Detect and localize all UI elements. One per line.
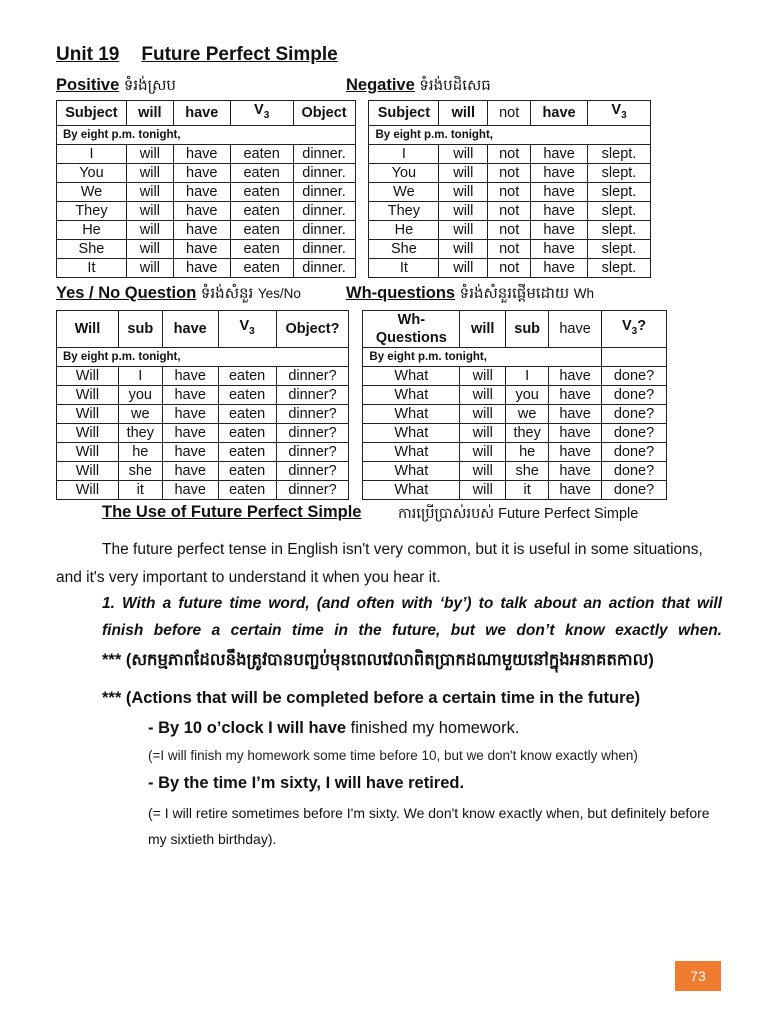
yesno-cell: dinner?	[276, 367, 349, 386]
negative-cell: not	[488, 182, 531, 201]
wh-cell: will	[460, 367, 506, 386]
unit-label: Unit 19	[56, 44, 120, 65]
positive-cell: eaten	[230, 163, 293, 182]
wh-cell: have	[549, 481, 602, 500]
positive-cell: eaten	[230, 201, 293, 220]
positive-cell: dinner.	[293, 239, 355, 258]
yesno-cell: dinner?	[276, 481, 349, 500]
wh-cell: What	[363, 443, 460, 462]
yesno-heading	[56, 284, 301, 306]
negative-cell: have	[531, 239, 588, 258]
negative-cell: slept.	[588, 201, 651, 220]
positive-cell: dinner.	[293, 182, 355, 201]
yesno-cell: she	[118, 462, 162, 481]
topic-label: Future Perfect Simple	[141, 44, 338, 65]
yesno-cell: have	[162, 462, 218, 481]
negative-cell: have	[531, 201, 588, 220]
rule-1-khmer: *** (សកម្មភាពដែលនឹងត្រូវបានបញ្ចប់មុនពេលវេលាពិតប្រាកដណាមួយនៅក្នុងអនាគតកាល)	[102, 651, 654, 669]
wh-cell: What	[363, 367, 460, 386]
positive-time-note: By eight p.m. tonight,	[57, 125, 356, 144]
yesno-cell: you	[118, 386, 162, 405]
example-2-note: (= I will retire sometimes before I'm sixty. We don't know exactly when, but definitely before my sixtieth birthday).	[148, 805, 710, 847]
yesno-cell: Will	[57, 481, 119, 500]
negative-header-cell: not	[488, 101, 531, 126]
negative-cell: have	[531, 182, 588, 201]
positive-cell: have	[173, 163, 230, 182]
wh-cell: will	[460, 462, 506, 481]
wh-cell: done?	[602, 424, 667, 443]
positive-header-cell: Subject	[57, 101, 127, 126]
table-row	[57, 220, 651, 239]
negative-cell: will	[439, 220, 488, 239]
negative-cell: slept.	[588, 163, 651, 182]
positive-cell: have	[173, 144, 230, 163]
positive-heading-en: Positive	[56, 76, 120, 94]
positive-cell: will	[126, 239, 173, 258]
negative-cell: have	[531, 144, 588, 163]
positive-cell: have	[173, 182, 230, 201]
yesno-header-cell: Will	[57, 311, 119, 348]
wh-cell: have	[549, 405, 602, 424]
positive-cell: It	[57, 258, 127, 277]
wh-cell: will	[460, 386, 506, 405]
negative-cell: not	[488, 144, 531, 163]
wh-cell: What	[363, 424, 460, 443]
yesno-cell: eaten	[218, 424, 276, 443]
yesno-cell: Will	[57, 462, 119, 481]
negative-cell: She	[369, 239, 439, 258]
yesno-cell: eaten	[218, 386, 276, 405]
wh-header-cell: sub	[506, 311, 549, 348]
wh-heading-en: Wh-questions	[346, 284, 456, 302]
yesno-cell: Will	[57, 386, 119, 405]
positive-cell: will	[126, 144, 173, 163]
yesno-header-cell: $V_3$	[218, 311, 276, 348]
negative-cell: have	[531, 220, 588, 239]
negative-heading-en: Negative	[346, 76, 415, 94]
positive-header-cell: $V_3$	[230, 101, 293, 126]
table-row	[57, 239, 651, 258]
positive-cell: have	[173, 201, 230, 220]
positive-cell: dinner.	[293, 220, 355, 239]
wh-cell: done?	[602, 481, 667, 500]
page-number: 73	[675, 961, 721, 991]
wh-cell: done?	[602, 443, 667, 462]
positive-heading	[56, 76, 176, 98]
positive-cell: have	[173, 239, 230, 258]
negative-cell: have	[531, 163, 588, 182]
wh-cell: they	[506, 424, 549, 443]
wh-cell: I	[506, 367, 549, 386]
positive-header-cell: Object	[293, 101, 355, 126]
positive-cell: You	[57, 163, 127, 182]
negative-heading	[346, 76, 491, 98]
yesno-cell: dinner?	[276, 443, 349, 462]
positive-header-cell: have	[173, 101, 230, 126]
negative-cell: slept.	[588, 220, 651, 239]
negative-cell: will	[439, 258, 488, 277]
yesno-cell: have	[162, 443, 218, 462]
negative-cell: We	[369, 182, 439, 201]
yesno-cell: have	[162, 405, 218, 424]
yesno-cell: dinner?	[276, 462, 349, 481]
negative-cell: He	[369, 220, 439, 239]
yesno-cell: eaten	[218, 405, 276, 424]
rule-1: 1. With a future time word, (and often with ‘by’) to talk about an action that will finish before a certain time in the future, but we don’t know exactly when.	[102, 595, 722, 639]
negative-cell: slept.	[588, 239, 651, 258]
use-title: The Use of Future Perfect Simple	[102, 503, 362, 521]
wh-cell: done?	[602, 386, 667, 405]
negative-cell: not	[488, 239, 531, 258]
rule-1-english: *** (Actions that will be completed before a certain time in the future)	[102, 689, 641, 707]
positive-cell: I	[57, 144, 127, 163]
yesno-header-cell: Object?	[276, 311, 349, 348]
negative-cell: will	[439, 201, 488, 220]
wh-heading-tail: Wh	[573, 286, 595, 301]
yesno-cell: have	[162, 481, 218, 500]
negative-header-cell: Subject	[369, 101, 439, 126]
example-2	[148, 774, 464, 793]
positive-cell: have	[173, 258, 230, 277]
positive-heading-kh: ទំរង់ស្រប	[123, 77, 176, 94]
positive-cell: dinner.	[293, 201, 355, 220]
positive-cell: eaten	[230, 182, 293, 201]
wh-cell: will	[460, 481, 506, 500]
yesno-cell: eaten	[218, 462, 276, 481]
positive-cell: She	[57, 239, 127, 258]
wh-cell: he	[506, 443, 549, 462]
negative-heading-kh: ទំរង់បដិសេធ	[419, 77, 491, 94]
negative-cell: have	[531, 258, 588, 277]
yesno-cell: Will	[57, 443, 119, 462]
wh-time-note-empty	[602, 348, 667, 367]
wh-cell: have	[549, 443, 602, 462]
positive-cell: eaten	[230, 144, 293, 163]
negative-cell: You	[369, 163, 439, 182]
negative-header-cell: $V_3$	[588, 101, 651, 126]
example-2-bold: - By the time I’m sixty, I will have retired.	[148, 774, 465, 792]
negative-cell: not	[488, 201, 531, 220]
example-1-bold: - By 10 o’clock I will have	[148, 719, 347, 737]
table-row	[57, 182, 651, 201]
negative-cell: slept.	[588, 258, 651, 277]
negative-time-note: By eight p.m. tonight,	[369, 125, 651, 144]
table-gap	[349, 311, 363, 500]
wh-cell: done?	[602, 405, 667, 424]
questions-table	[56, 310, 667, 500]
yesno-cell: eaten	[218, 367, 276, 386]
negative-cell: will	[439, 182, 488, 201]
negative-header-cell: will	[439, 101, 488, 126]
yesno-header-cell: have	[162, 311, 218, 348]
wh-cell: have	[549, 462, 602, 481]
yesno-cell: it	[118, 481, 162, 500]
wh-cell: What	[363, 481, 460, 500]
yesno-cell: have	[162, 424, 218, 443]
positive-cell: will	[126, 163, 173, 182]
wh-cell: it	[506, 481, 549, 500]
wh-cell: What	[363, 462, 460, 481]
table-row	[57, 201, 651, 220]
table-row	[57, 163, 651, 182]
positive-cell: eaten	[230, 220, 293, 239]
negative-cell: not	[488, 163, 531, 182]
example-1-rest: finished my homework.	[346, 719, 520, 737]
yesno-cell: we	[118, 405, 162, 424]
wh-cell: have	[549, 424, 602, 443]
example-1-note: (=I will finish my homework some time before 10, but we don't know exactly when)	[148, 748, 638, 763]
positive-cell: They	[57, 201, 127, 220]
positive-cell: dinner.	[293, 163, 355, 182]
yesno-cell: Will	[57, 405, 119, 424]
yesno-cell: dinner?	[276, 386, 349, 405]
positive-cell: have	[173, 220, 230, 239]
positive-cell: will	[126, 182, 173, 201]
yesno-cell: Will	[57, 424, 119, 443]
wh-cell: done?	[602, 367, 667, 386]
positive-header-cell: will	[126, 101, 173, 126]
yesno-cell: eaten	[218, 481, 276, 500]
yesno-cell: eaten	[218, 443, 276, 462]
wh-cell: will	[460, 405, 506, 424]
table-gap	[355, 101, 369, 278]
wh-cell: have	[549, 386, 602, 405]
yesno-heading-en: Yes / No Question	[56, 284, 197, 302]
positive-cell: eaten	[230, 239, 293, 258]
wh-header-cell: will	[460, 311, 506, 348]
negative-cell: will	[439, 144, 488, 163]
wh-heading	[346, 284, 594, 306]
wh-header-cell: have	[549, 311, 602, 348]
negative-cell: slept.	[588, 144, 651, 163]
use-title-kh: ការប្រើប្រាស់របស់ Future Perfect Simple	[398, 506, 639, 522]
wh-cell: will	[460, 443, 506, 462]
yesno-heading-kh: ទំរង់សំនួរ	[200, 285, 254, 302]
page-title	[56, 44, 338, 66]
positive-cell: will	[126, 258, 173, 277]
negative-cell: will	[439, 239, 488, 258]
table-row	[57, 144, 651, 163]
positive-negative-table	[56, 100, 651, 278]
wh-cell: you	[506, 386, 549, 405]
positive-cell: He	[57, 220, 127, 239]
positive-cell: will	[126, 201, 173, 220]
wh-cell: What	[363, 405, 460, 424]
negative-cell: not	[488, 258, 531, 277]
wh-cell: will	[460, 424, 506, 443]
table-row	[57, 258, 651, 277]
wh-cell: she	[506, 462, 549, 481]
wh-heading-kh: ទំរង់សំនួរផ្តើមដោយ	[459, 285, 570, 302]
example-1	[148, 719, 519, 738]
yesno-cell: dinner?	[276, 405, 349, 424]
positive-cell: dinner.	[293, 144, 355, 163]
yesno-cell: dinner?	[276, 424, 349, 443]
wh-header-cell: Wh-Questions	[363, 311, 460, 348]
positive-cell: will	[126, 220, 173, 239]
negative-cell: not	[488, 220, 531, 239]
yesno-cell: he	[118, 443, 162, 462]
wh-cell: have	[549, 367, 602, 386]
wh-time-note: By eight p.m. tonight,	[363, 348, 602, 367]
negative-cell: will	[439, 163, 488, 182]
negative-header-cell: have	[531, 101, 588, 126]
negative-cell: It	[369, 258, 439, 277]
positive-cell: We	[57, 182, 127, 201]
yesno-cell: have	[162, 367, 218, 386]
positive-cell: dinner.	[293, 258, 355, 277]
intro-paragraph: The future perfect tense in English isn't very common, but it is useful in some situations, and it's very important to understand it when you hear it.	[56, 541, 703, 586]
yesno-time-note: By eight p.m. tonight,	[57, 348, 349, 367]
yesno-cell: have	[162, 386, 218, 405]
yesno-header-cell: sub	[118, 311, 162, 348]
yesno-cell: Will	[57, 367, 119, 386]
negative-cell: They	[369, 201, 439, 220]
yesno-cell: they	[118, 424, 162, 443]
wh-cell: done?	[602, 462, 667, 481]
yesno-heading-tail: Yes/No	[257, 286, 301, 301]
positive-cell: eaten	[230, 258, 293, 277]
wh-header-cell: $V_3$?	[602, 311, 667, 348]
negative-cell: slept.	[588, 182, 651, 201]
wh-cell: we	[506, 405, 549, 424]
wh-cell: What	[363, 386, 460, 405]
yesno-cell: I	[118, 367, 162, 386]
negative-cell: I	[369, 144, 439, 163]
